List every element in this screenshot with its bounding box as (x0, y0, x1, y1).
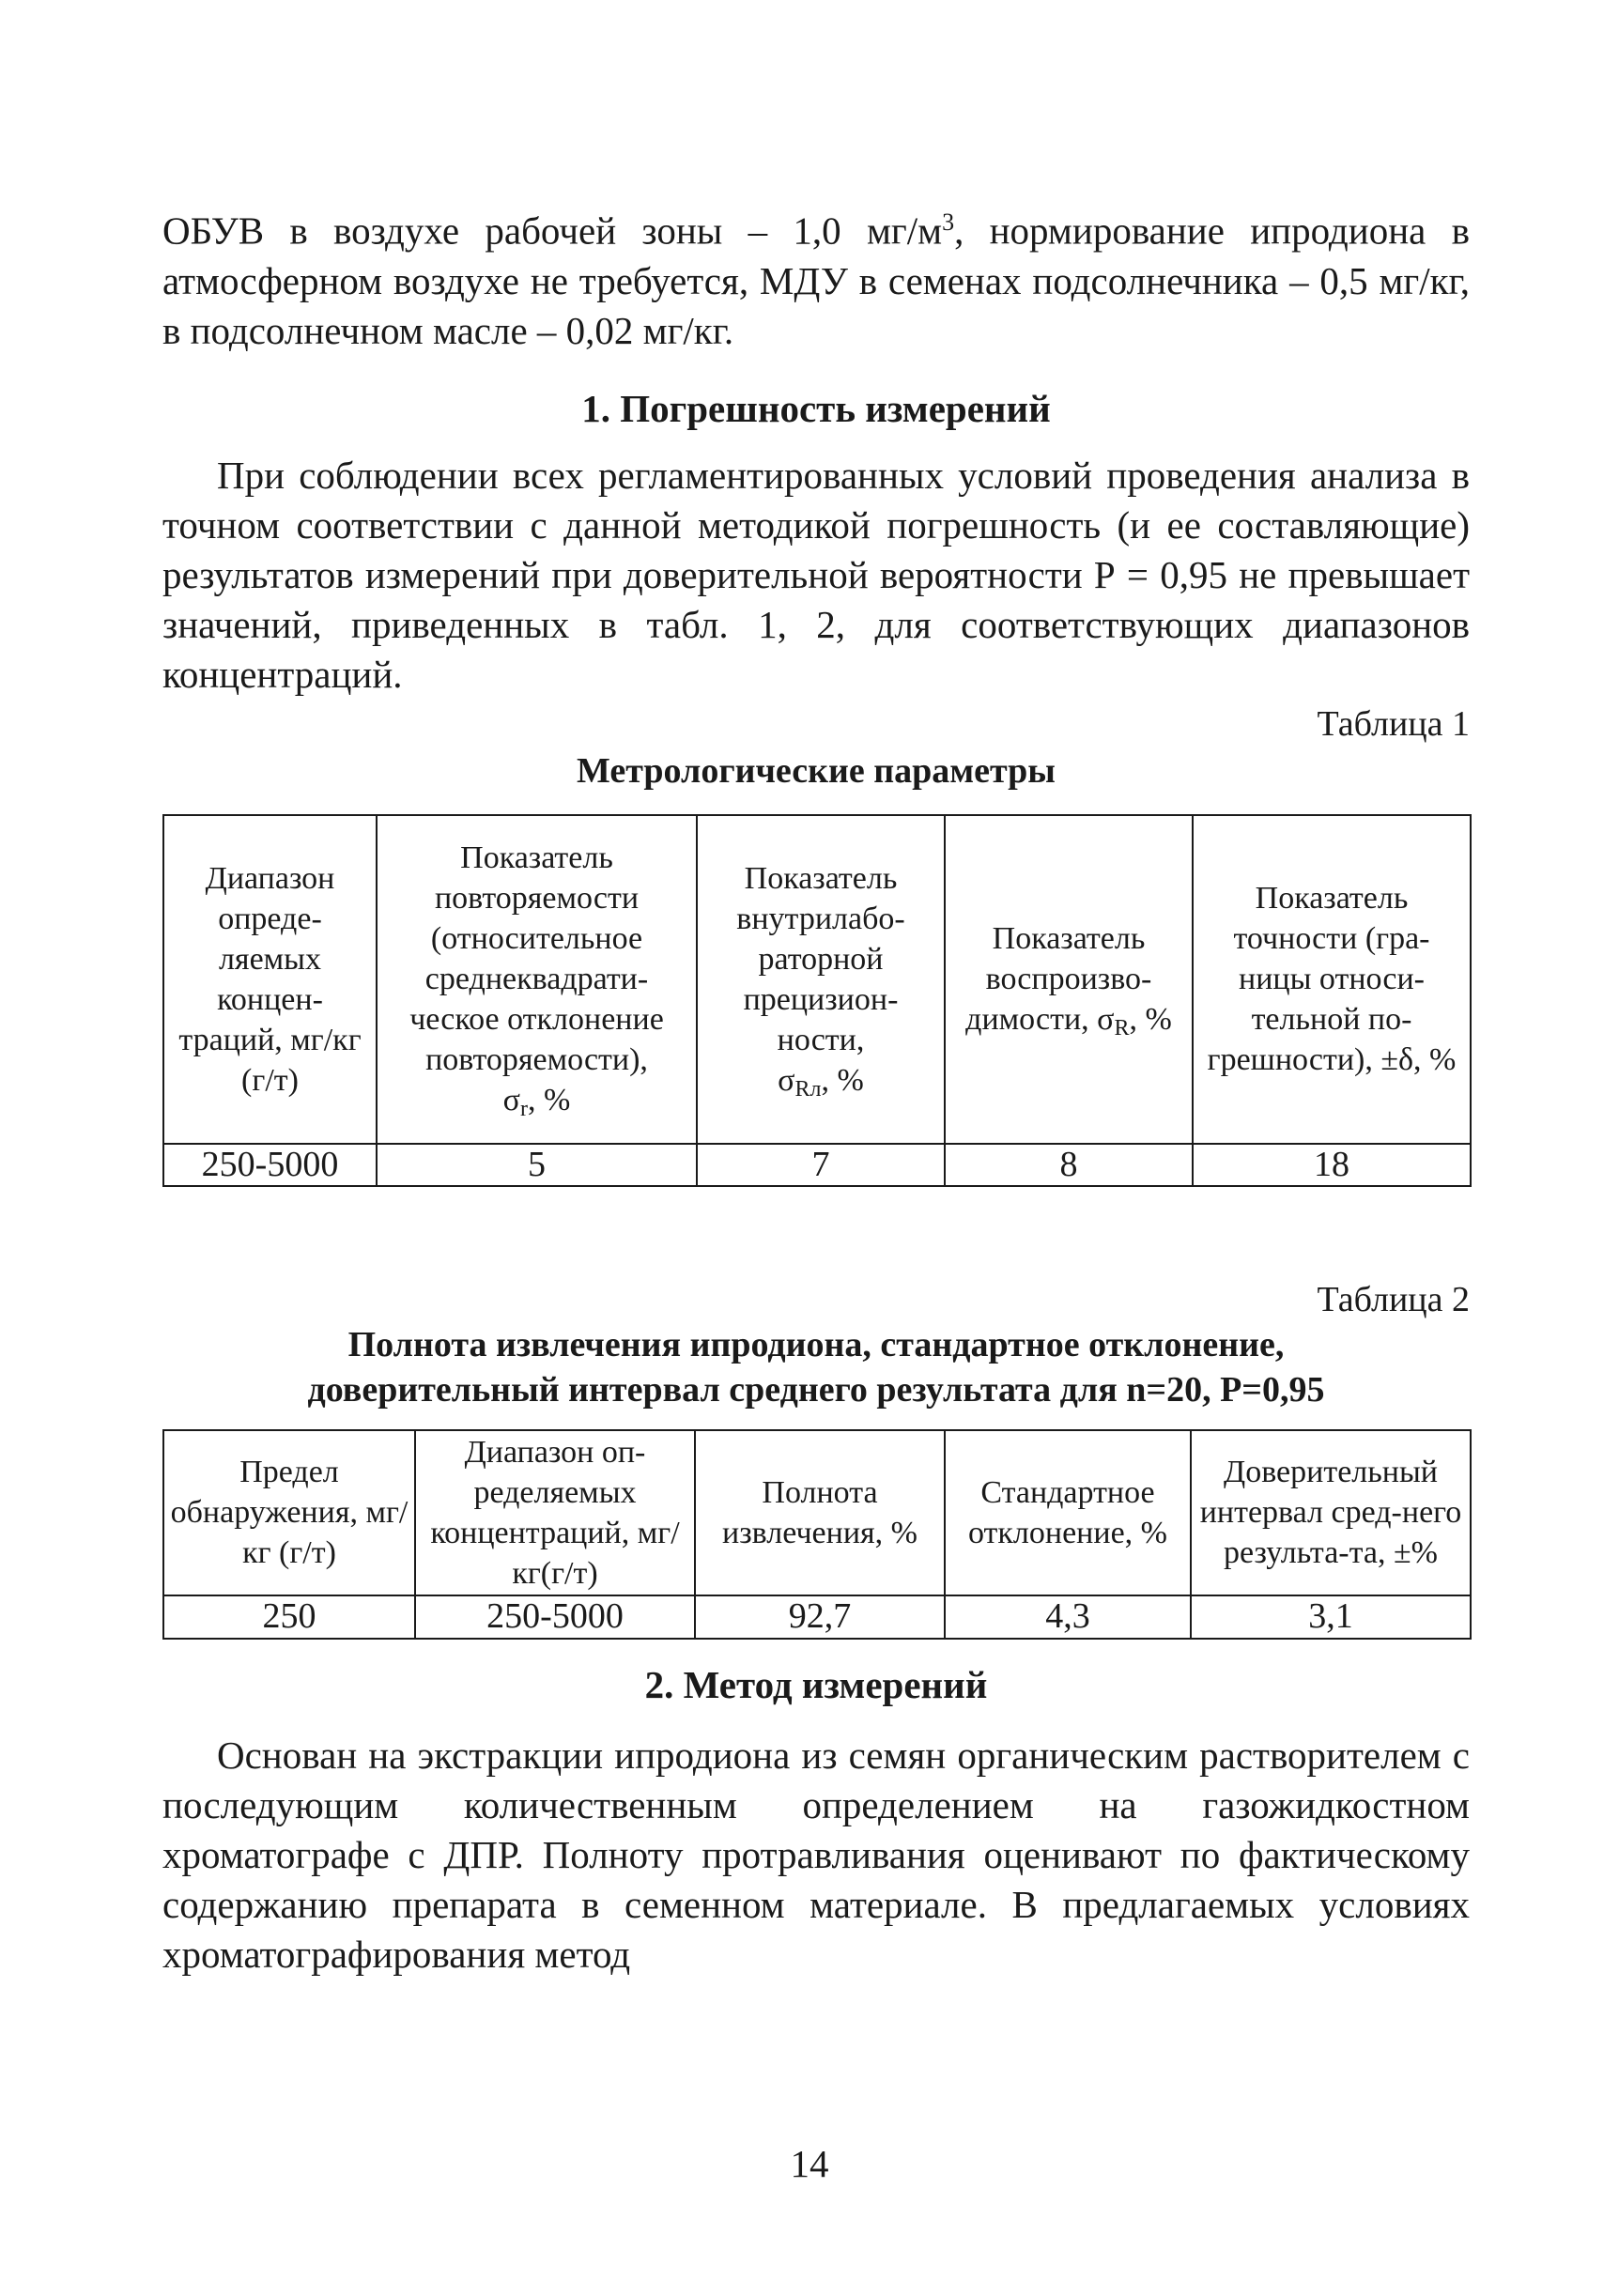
section1-paragraph: При соблюдении всех регламентированных условий проведения анализа в точном соответствии с данной методикой погрешность (и ее составляющие) результатов измерений при доверительной вероятности Р = 0,95 не превышает значений, приведенных в табл. 1, 2, для соответствующих диапазонов концентраций. (162, 453, 1470, 696)
table2-cell: 250 (163, 1595, 415, 1639)
intro-text-part2: , нормирование ипродиона в атмосферном воздухе не требуется, МДУ в семенах подсолнечника – 0,5 мг/кг, в подсолнечном масле – 0,02 мг/кг. (162, 208, 1470, 352)
table1-header-cell: Показатель повторяемости (относительное среднеквадрати-ческое отклонение повторяемости), $\sigma_r$, % (377, 815, 697, 1144)
table2-title-line2: доверительный интервал среднего результата для n=20, Р=0,95 (307, 1369, 1325, 1410)
table2-header-cell: Стандартное отклонение, % (945, 1430, 1191, 1595)
table1-cell: 7 (697, 1144, 945, 1186)
table1-cell: 250-5000 (163, 1144, 377, 1186)
table2-cell: 3,1 (1191, 1595, 1471, 1639)
section2-heading: 2. Метод измерений (644, 1662, 988, 1706)
intro-paragraph (162, 197, 1470, 356)
table2-label: Таблица 2 (1317, 1279, 1470, 1319)
table1-header-cell: Показатель воспроизво-димости, $\sigma_R$, % (945, 815, 1193, 1144)
table2-cell: 4,3 (945, 1595, 1191, 1639)
intro-superscript: 3 (942, 208, 955, 236)
table1-label: Таблица 1 (1317, 703, 1470, 744)
table1-cell: 5 (377, 1144, 697, 1186)
table1-title: Метрологические параметры (577, 750, 1056, 791)
section2-paragraph: Основан на экстракции ипродиона из семян органическим растворителем с последующим количественным определением на газожидкостном хроматографе с ДПР. Полноту протравливания оценивают по фактическому содержанию препарата в семенном материале. В предлагаемых условиях хроматографирования метод (162, 1733, 1470, 1976)
table1-header-cell: Диапазон опреде-ляемых концен-траций, мг/кг (г/т) (163, 815, 377, 1144)
table2-header-row (163, 1430, 1471, 1595)
table2-cell: 92,7 (695, 1595, 945, 1639)
table2-recovery (162, 1429, 1472, 1640)
intro-text-part1: ОБУВ в воздухе рабочей зоны – 1,0 мг/м (162, 208, 943, 253)
table1-header-cell: Показатель внутрилабо-раторной прецизион-ности, $\sigma_{Rл}$, % (697, 815, 945, 1144)
table1-metrological-parameters (162, 814, 1472, 1187)
table2-title-line1: Полнота извлечения ипродиона, стандартное отклонение, (347, 1324, 1285, 1364)
table2-header-cell: Полнота извлечения, % (695, 1430, 945, 1595)
document-page (162, 197, 1470, 1980)
table1-cell: 18 (1193, 1144, 1471, 1186)
table1-header-cell: Показатель точности (гра-ницы относи-тельной по-грешности), ±δ, % (1193, 815, 1471, 1144)
section1-heading: 1. Погрешность измерений (581, 386, 1051, 430)
table1-data-row (163, 1144, 1471, 1186)
table1-cell: 8 (945, 1144, 1193, 1186)
page-number: 14 (790, 2142, 829, 2185)
table2-header-cell: Предел обнаружения, мг/кг (г/т) (163, 1430, 415, 1595)
table1-header-row (163, 815, 1471, 1144)
table2-header-cell: Диапазон оп-ределяемых концентраций, мг/кг(г/т) (415, 1430, 695, 1595)
table2-cell: 250-5000 (415, 1595, 695, 1639)
table2-header-cell: Доверительный интервал сред-него результа-та, ±% (1191, 1430, 1471, 1595)
table2-data-row (163, 1595, 1471, 1639)
